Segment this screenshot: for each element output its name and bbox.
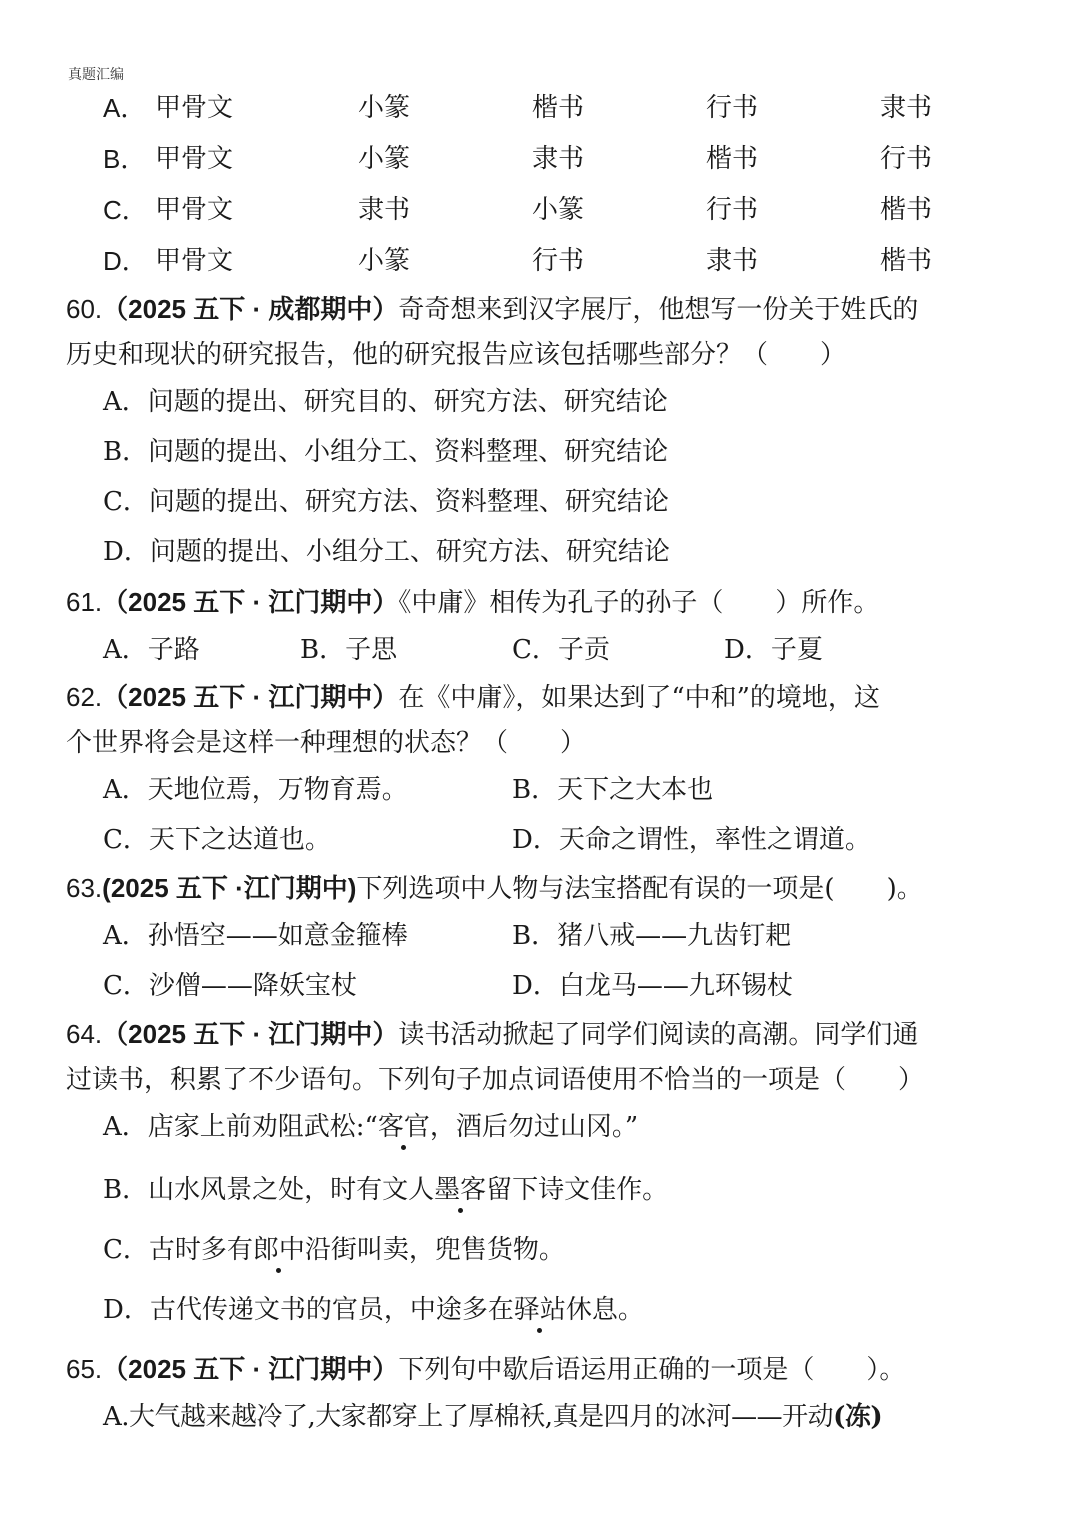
q64-source-tag: （2025 五下 · 江门期中） bbox=[102, 1019, 399, 1049]
q64-number: 64. bbox=[66, 1019, 103, 1049]
q59-d-c3: 行书 bbox=[532, 246, 585, 276]
q64-c-pre: C．古时多有 bbox=[103, 1235, 253, 1265]
q64-a-dotted-word: 客官 bbox=[377, 1112, 430, 1142]
q64-stem-line1 bbox=[66, 1017, 918, 1052]
q64-option-c bbox=[103, 1233, 565, 1267]
q59-c-c4: 行书 bbox=[706, 195, 759, 225]
q62-option-a: A．天地位焉，万物育焉。 bbox=[103, 775, 408, 805]
q63-stem bbox=[66, 871, 923, 906]
q61-option-a: A．子路 bbox=[103, 635, 200, 665]
q65-a-paren: (冻) bbox=[833, 1402, 883, 1432]
q59-a-c3: 楷书 bbox=[532, 93, 585, 123]
q63-option-d: D．白龙马——九环锡杖 bbox=[512, 971, 793, 1001]
q60-source-tag: （2025 五下 · 成都期中） bbox=[102, 294, 399, 324]
q65-option-a bbox=[103, 1400, 882, 1434]
q59-a-c1: 甲骨文 bbox=[155, 93, 234, 123]
q63-option-a: A．孙悟空——如意金箍棒 bbox=[103, 921, 408, 951]
q64-a-pre: A．店家上前劝阻武松:“ bbox=[103, 1112, 378, 1142]
q59-d-c2: 小篆 bbox=[358, 246, 411, 276]
q59-b-c4: 楷书 bbox=[706, 144, 759, 174]
q65-source-tag: （2025 五下 · 江门期中） bbox=[102, 1354, 399, 1384]
q64-c-dotted-word: 郎中 bbox=[252, 1235, 305, 1265]
q59-b-c3: 隶书 bbox=[532, 144, 585, 174]
q64-c-post: 沿街叫卖，兜售货物。 bbox=[304, 1235, 565, 1265]
q59-a-letter: A． bbox=[103, 93, 147, 123]
q64-stem-line2: 过读书，积累了不少语句。下列句子加点词语使用不恰当的一项是（ ） bbox=[66, 1065, 925, 1095]
q64-option-a bbox=[103, 1110, 638, 1144]
q61-option-c: C．子贡 bbox=[512, 635, 610, 665]
q63-option-b: B．猪八戒——九齿钉耙 bbox=[512, 921, 792, 951]
q65-stem bbox=[66, 1352, 905, 1387]
q59-c-letter: C． bbox=[103, 195, 148, 225]
q61-stem-text: 《中庸》相传为孔子的孙子（ ）所作。 bbox=[398, 588, 880, 618]
q63-source-tag: (2025 五下 ·江门期中) bbox=[102, 873, 357, 903]
q62-stem-line1 bbox=[66, 680, 880, 715]
q64-b-post: 留下诗文佳作。 bbox=[486, 1175, 669, 1205]
page-header: 真题汇编 bbox=[68, 67, 124, 83]
q59-b-letter: B． bbox=[103, 144, 147, 174]
q64-d-dotted-word: 驿站 bbox=[513, 1295, 566, 1325]
q59-a-c2: 小篆 bbox=[358, 93, 411, 123]
q60-option-c: C．问题的提出、研究方法、资料整理、研究结论 bbox=[103, 487, 669, 517]
q59-b-c1: 甲骨文 bbox=[155, 144, 234, 174]
q63-number: 63. bbox=[66, 873, 103, 903]
q59-b-c5: 行书 bbox=[880, 144, 933, 174]
q64-b-pre: B．山水风景之处，时有文人 bbox=[103, 1175, 435, 1205]
q61-source-tag: （2025 五下 · 江门期中） bbox=[102, 587, 399, 617]
q59-c-c1: 甲骨文 bbox=[155, 195, 234, 225]
q61-option-b: B．子思 bbox=[300, 635, 398, 665]
q59-b-c2: 小篆 bbox=[358, 144, 411, 174]
q64-d-pre: D．古代传递文书的官员，中途多在 bbox=[103, 1295, 514, 1325]
q59-c-c2: 隶书 bbox=[358, 195, 411, 225]
q62-source-tag: （2025 五下 · 江门期中） bbox=[102, 682, 399, 712]
q60-option-b: B．问题的提出、小组分工、资料整理、研究结论 bbox=[103, 437, 669, 467]
q60-stem-part1: 奇奇想来到汉字展厅，他想写一份关于姓氏的 bbox=[398, 295, 919, 325]
q64-a-post: ，酒后勿过山冈。” bbox=[429, 1112, 639, 1142]
q64-stem-part1: 读书活动掀起了同学们阅读的高潮。同学们通 bbox=[398, 1020, 919, 1050]
q59-d-c4: 隶书 bbox=[706, 246, 759, 276]
q60-option-a: A．问题的提出、研究目的、研究方法、研究结论 bbox=[103, 387, 668, 417]
q59-d-letter: D． bbox=[103, 246, 148, 276]
q60-stem-line2: 历史和现状的研究报告，他的研究报告应该包括哪些部分？（ ） bbox=[66, 340, 847, 370]
q61-number: 61. bbox=[66, 587, 103, 617]
q65-number: 65. bbox=[66, 1354, 103, 1384]
q62-stem-part1: 在《中庸》，如果达到了“中和”的境地，这 bbox=[398, 683, 880, 713]
q62-number: 62. bbox=[66, 682, 103, 712]
q62-option-d: D．天命之谓性，率性之谓道。 bbox=[512, 825, 871, 855]
q59-d-c1: 甲骨文 bbox=[155, 246, 234, 276]
q63-option-c: C．沙僧——降妖宝杖 bbox=[103, 971, 357, 1001]
q65-a-text: A.大气越来越冷了,大家都穿上了厚棉袄,真是四月的冰河——开动 bbox=[103, 1402, 834, 1432]
q59-d-c5: 楷书 bbox=[880, 246, 933, 276]
q62-stem-line2: 个世界将会是这样一种理想的状态？（ ） bbox=[66, 728, 587, 758]
q64-option-d bbox=[103, 1293, 644, 1327]
q62-option-c: C．天下之达道也。 bbox=[103, 825, 331, 855]
q61-option-d: D．子夏 bbox=[724, 635, 823, 665]
q62-option-b: B．天下之大本也 bbox=[512, 775, 714, 805]
q61-stem bbox=[66, 585, 879, 620]
q64-d-post: 休息。 bbox=[565, 1295, 644, 1325]
q59-a-c5: 隶书 bbox=[880, 93, 933, 123]
q59-a-c4: 行书 bbox=[706, 93, 759, 123]
q63-stem-text: 下列选项中人物与法宝搭配有误的一项是( )。 bbox=[356, 874, 923, 904]
q65-stem-text: 下列句中歇后语运用正确的一项是（ ）。 bbox=[398, 1355, 906, 1385]
q59-c-c3: 小篆 bbox=[532, 195, 585, 225]
q64-option-b bbox=[103, 1173, 668, 1207]
q60-stem-line1 bbox=[66, 292, 918, 327]
q59-c-c5: 楷书 bbox=[880, 195, 933, 225]
q64-b-dotted-word: 墨客 bbox=[434, 1175, 487, 1205]
q60-option-d: D．问题的提出、小组分工、研究方法、研究结论 bbox=[103, 537, 670, 567]
q60-number: 60. bbox=[66, 294, 103, 324]
